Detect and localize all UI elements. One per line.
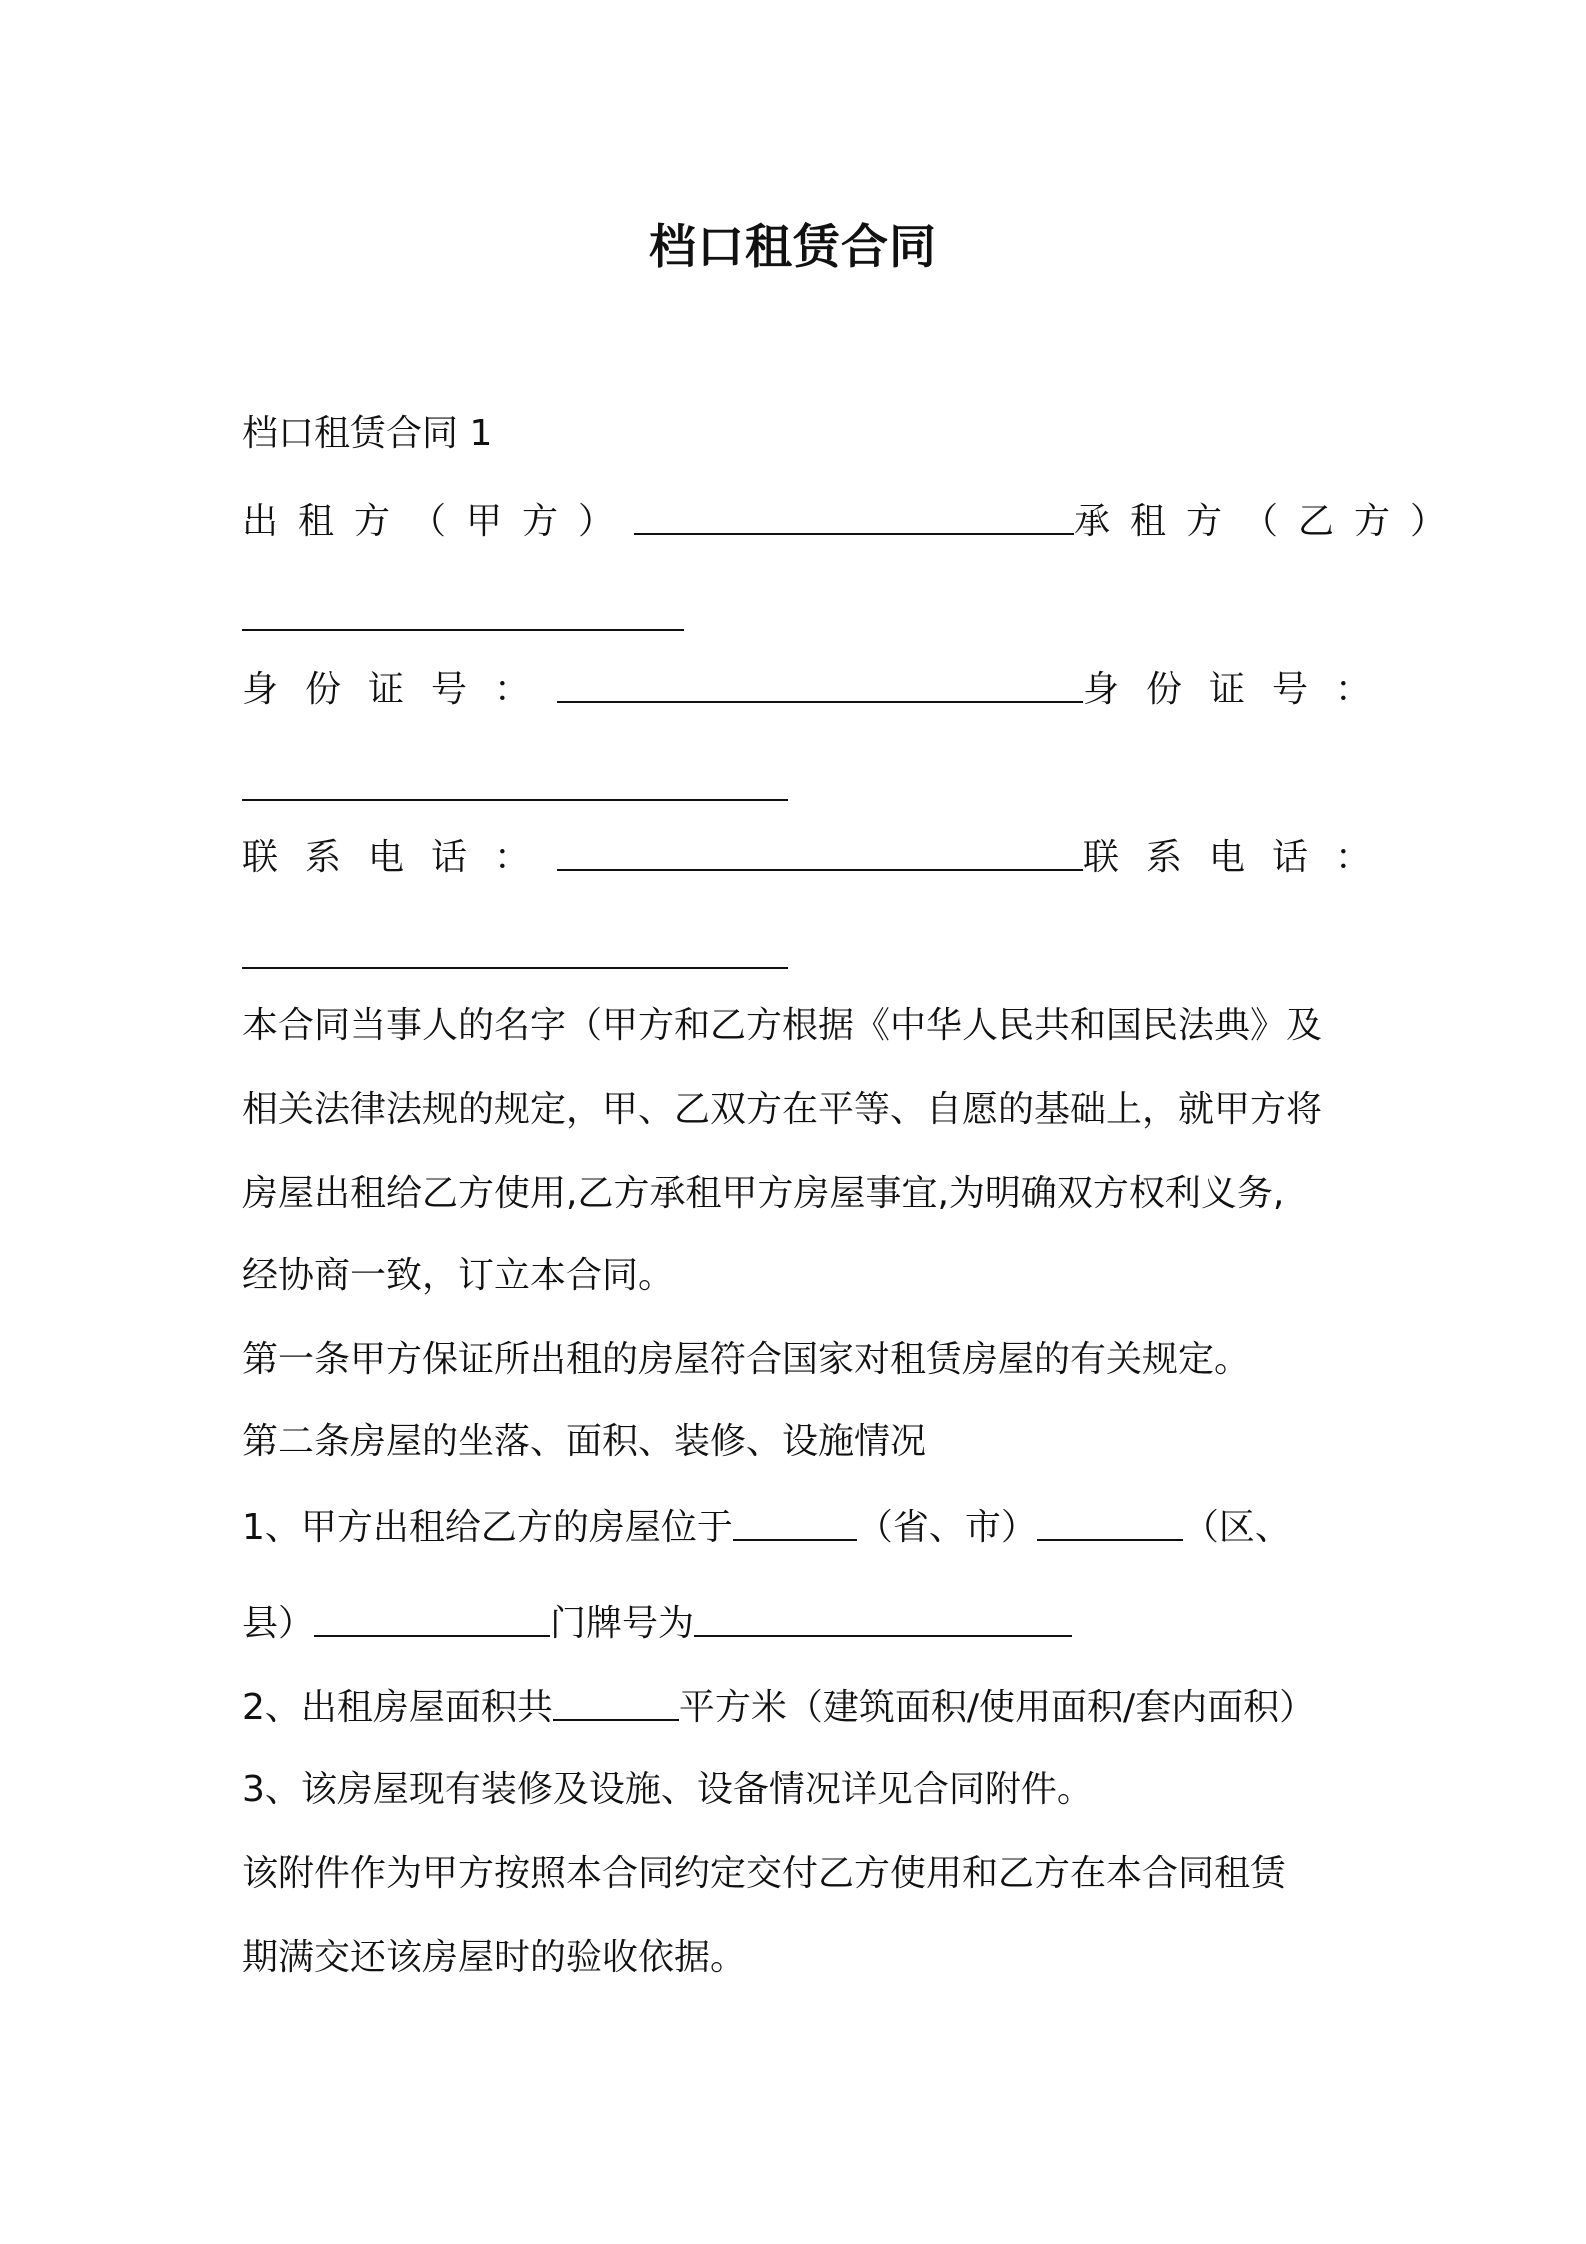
party-line [242,496,1467,548]
party-a-blank [634,497,1074,535]
phone-line [242,832,1399,884]
intro-line-3: 房屋出租给乙方使用,乙方承租甲方房屋事宜,为明确双方权利义务, [242,1173,1285,1214]
phone-label-a: 联系电话： [242,837,558,878]
party-b-label: 承租方（乙方） [1074,501,1467,542]
house-number-blank [694,1599,1072,1637]
intro-line-4: 经协商一致，订立本合同。 [242,1255,675,1296]
phone-b-blank [242,931,788,969]
article-1: 第一条甲方保证所出租的房屋符合国家对租赁房屋的有关规定。 [242,1339,1251,1380]
id-b-blank [242,763,788,801]
id-label-b: 身份证号： [1083,669,1399,710]
intro-line-2: 相关法律法规的规定，甲、乙双方在平等、自愿的基础上，就甲方将 [242,1089,1323,1130]
id-a-blank [557,665,1083,703]
document-subtitle: 档口租赁合同 1 [242,413,493,454]
area-label: 2、出租房屋面积共 [242,1687,553,1728]
county-label: 县） [242,1603,315,1644]
phone-b-blank-line [242,930,1360,982]
item-1-location-label: 1、甲方出租给乙方的房屋位于 [242,1507,733,1548]
appendix-line-2: 期满交还该房屋时的验收依据。 [242,1937,747,1978]
id-b-blank-line [242,762,1360,814]
province-blank [733,1503,857,1541]
area-blank [553,1683,679,1721]
id-label-a: 身份证号： [242,669,558,710]
province-label: （省、市） [856,1507,1037,1548]
item-3: 3、该房屋现有装修及设施、设备情况详见合同附件。 [242,1769,1093,1810]
id-line [242,664,1399,716]
party-b-blank-line [242,592,1360,644]
district-label: （区、 [1182,1507,1291,1548]
item-2-line [242,1682,1360,1734]
appendix-line-1: 该附件作为甲方按照本合同约定交付乙方使用和乙方在本合同租赁 [242,1853,1287,1894]
county-blank [314,1599,550,1637]
phone-label-b: 联系电话： [1083,837,1399,878]
document-title: 档口租赁合同 [649,220,937,275]
phone-a-blank [557,833,1083,871]
intro-line-1: 本合同当事人的名字（甲方和乙方根据《中华人民共和国民法典》及 [242,1005,1323,1046]
item-1-line-2 [242,1598,1360,1650]
party-b-blank [242,593,684,631]
district-blank [1037,1503,1183,1541]
article-2: 第二条房屋的坐落、面积、装修、设施情况 [242,1421,927,1462]
party-a-label: 出租方（甲方） [242,501,635,542]
area-unit-label: 平方米（建筑面积/使用面积/套内面积） [678,1687,1316,1728]
house-number-label: 门牌号为 [550,1603,695,1644]
item-1-line-1 [242,1502,1360,1554]
